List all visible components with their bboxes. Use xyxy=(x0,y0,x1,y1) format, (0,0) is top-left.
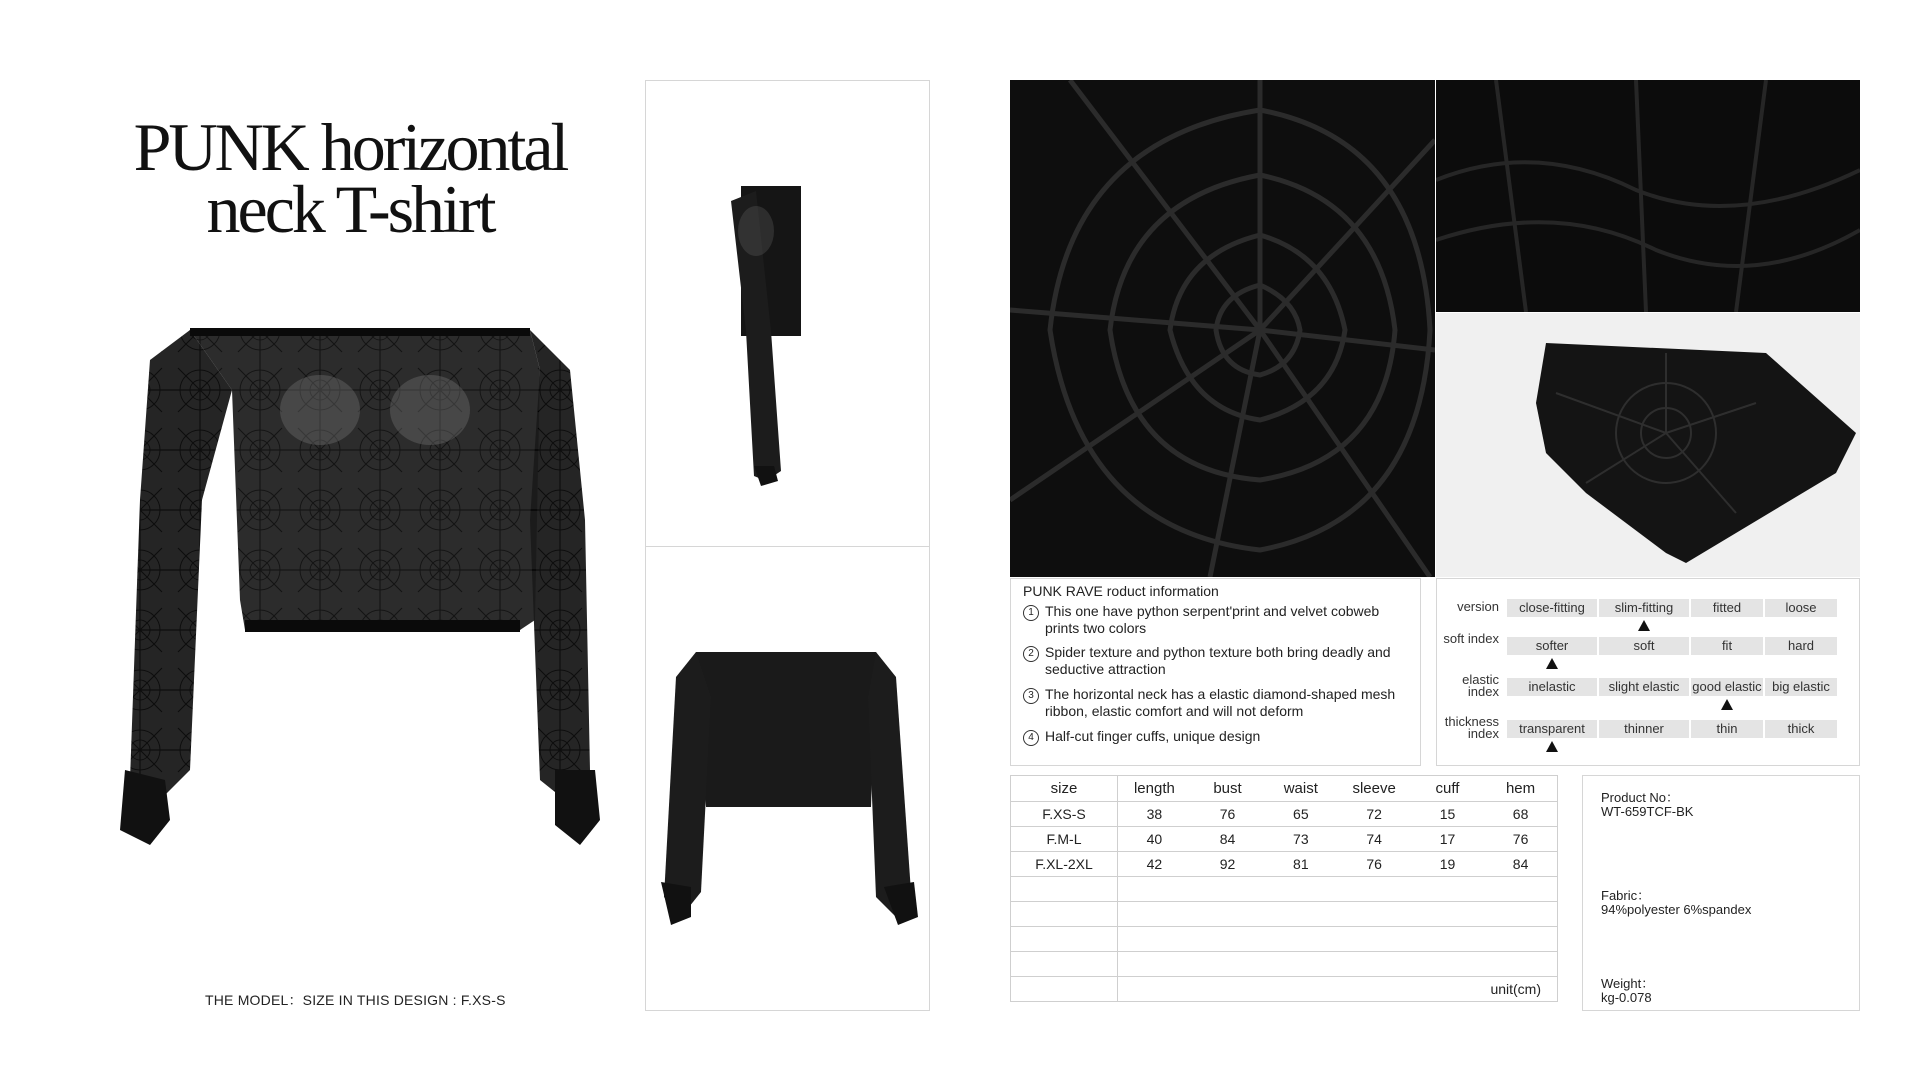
title-line-1: PUNK horizontal xyxy=(133,108,567,185)
index-option: fitted xyxy=(1691,599,1763,617)
item-text: The horizontal neck has a elastic diamond-shaped mesh ribbon, elastic comfort and will not deform xyxy=(1045,686,1396,719)
index-option: fit xyxy=(1691,637,1763,655)
weight-label: Weight： xyxy=(1601,976,1655,991)
fabric-closeup-web xyxy=(1010,80,1435,577)
index-option: hard xyxy=(1765,637,1837,655)
table-cell: 74 xyxy=(1337,827,1410,852)
fabric-label: Fabric： xyxy=(1601,888,1651,903)
table-header-row xyxy=(1011,776,1558,802)
index-label-version: version xyxy=(1457,599,1499,614)
index-option: good elastic xyxy=(1692,679,1762,694)
table-empty-row xyxy=(1011,952,1558,977)
table-cell: 72 xyxy=(1337,802,1410,827)
table-cell: F.M-L xyxy=(1011,827,1118,852)
fit-index-panel xyxy=(1436,578,1860,766)
table-cell: F.XL-2XL xyxy=(1011,852,1118,877)
table-cell: 65 xyxy=(1264,802,1337,827)
product-info-item xyxy=(1023,644,1423,678)
index-label-thickness: thickness index xyxy=(1444,714,1499,741)
table-row xyxy=(1011,802,1558,827)
table-cell: 17 xyxy=(1411,827,1484,852)
table-cell: 68 xyxy=(1484,802,1557,827)
table-cell: 84 xyxy=(1484,852,1557,877)
cuff-closeup xyxy=(1436,313,1860,577)
side-view-photo xyxy=(646,81,929,546)
table-empty-row xyxy=(1011,927,1558,952)
index-option: inelastic xyxy=(1507,678,1597,696)
model-size-note: THE MODEL：SIZE IN THIS DESIGN : F.XS-S xyxy=(205,992,506,1008)
table-empty-row xyxy=(1011,902,1558,927)
product-number-label: Product No： xyxy=(1601,790,1680,805)
table-row xyxy=(1011,852,1558,877)
index-option: thick xyxy=(1765,720,1837,738)
side-photo-frame xyxy=(645,80,930,547)
table-header: bust xyxy=(1191,776,1264,802)
table-header: hem xyxy=(1484,776,1557,802)
table-empty-row xyxy=(1011,877,1558,902)
product-number-value: WT-659TCF-BK xyxy=(1601,804,1694,819)
size-chart-table xyxy=(1010,775,1558,1002)
table-cell: 15 xyxy=(1411,802,1484,827)
spider-web-print-photo xyxy=(1010,80,1435,577)
table-row xyxy=(1011,827,1558,852)
main-product-photo xyxy=(110,300,600,860)
index-option: transparent xyxy=(1507,720,1597,738)
item-number-badge: 2 xyxy=(1023,646,1039,662)
table-cell: 42 xyxy=(1118,852,1191,877)
table-cell: 76 xyxy=(1191,802,1264,827)
index-option: softer xyxy=(1507,637,1597,655)
index-label-soft: soft index xyxy=(1443,631,1499,646)
product-info-item xyxy=(1023,603,1423,637)
table-cell: F.XS-S xyxy=(1011,802,1118,827)
table-cell: 92 xyxy=(1191,852,1264,877)
index-option: slim-fitting xyxy=(1599,599,1689,617)
item-text: This one have python serpent'print and velvet cobweb prints two colors xyxy=(1045,603,1380,636)
table-cell: 76 xyxy=(1484,827,1557,852)
product-info-item xyxy=(1023,686,1423,720)
index-option: thin xyxy=(1691,720,1763,738)
table-header: sleeve xyxy=(1337,776,1410,802)
index-option: close-fitting xyxy=(1507,599,1597,617)
back-view-photo xyxy=(646,547,929,1010)
selected-marker-icon xyxy=(1546,741,1558,752)
table-unit-row xyxy=(1011,977,1558,1002)
product-info-title: PUNK RAVE roduct information xyxy=(1023,583,1219,599)
fabric-value: 94%polyester 6%spandex xyxy=(1601,902,1752,917)
product-details-panel xyxy=(1582,775,1860,1011)
table-cell: 76 xyxy=(1337,852,1410,877)
back-photo-frame xyxy=(645,546,930,1011)
page-title xyxy=(110,108,590,247)
table-cell: 38 xyxy=(1118,802,1191,827)
table-header: cuff xyxy=(1411,776,1484,802)
unit-label: unit(cm) xyxy=(1118,977,1558,1002)
item-text: Half-cut finger cuffs, unique design xyxy=(1045,728,1261,744)
table-cell: 84 xyxy=(1191,827,1264,852)
product-info-item xyxy=(1023,728,1423,746)
title-line-2: neck T-shirt xyxy=(206,170,494,247)
item-number-badge: 1 xyxy=(1023,605,1039,621)
index-option: loose xyxy=(1765,599,1837,617)
product-info-panel xyxy=(1010,578,1421,766)
item-number-badge: 3 xyxy=(1023,688,1039,704)
half-finger-cuff-photo xyxy=(1436,313,1860,577)
item-text: Spider texture and python texture both bring deadly and seductive attraction xyxy=(1045,644,1391,677)
index-option: big elastic xyxy=(1765,678,1837,696)
table-header: size xyxy=(1011,776,1118,802)
table-cell: 40 xyxy=(1118,827,1191,852)
index-option: soft xyxy=(1599,637,1689,655)
weight-value: kg-0.078 xyxy=(1601,990,1652,1005)
selected-marker-icon xyxy=(1638,620,1650,631)
selected-marker-icon xyxy=(1546,658,1558,669)
fabric-closeup-texture xyxy=(1436,80,1860,312)
item-number-badge: 4 xyxy=(1023,730,1039,746)
selected-marker-icon xyxy=(1721,699,1733,710)
table-header: length xyxy=(1118,776,1191,802)
index-option: thinner xyxy=(1599,720,1689,738)
table-header: waist xyxy=(1264,776,1337,802)
index-label-elastic: elastic index xyxy=(1462,672,1499,699)
table-cell: 19 xyxy=(1411,852,1484,877)
table-cell: 81 xyxy=(1264,852,1337,877)
table-cell: 73 xyxy=(1264,827,1337,852)
fabric-texture-photo xyxy=(1436,80,1860,312)
index-option: slight elastic xyxy=(1599,678,1689,696)
